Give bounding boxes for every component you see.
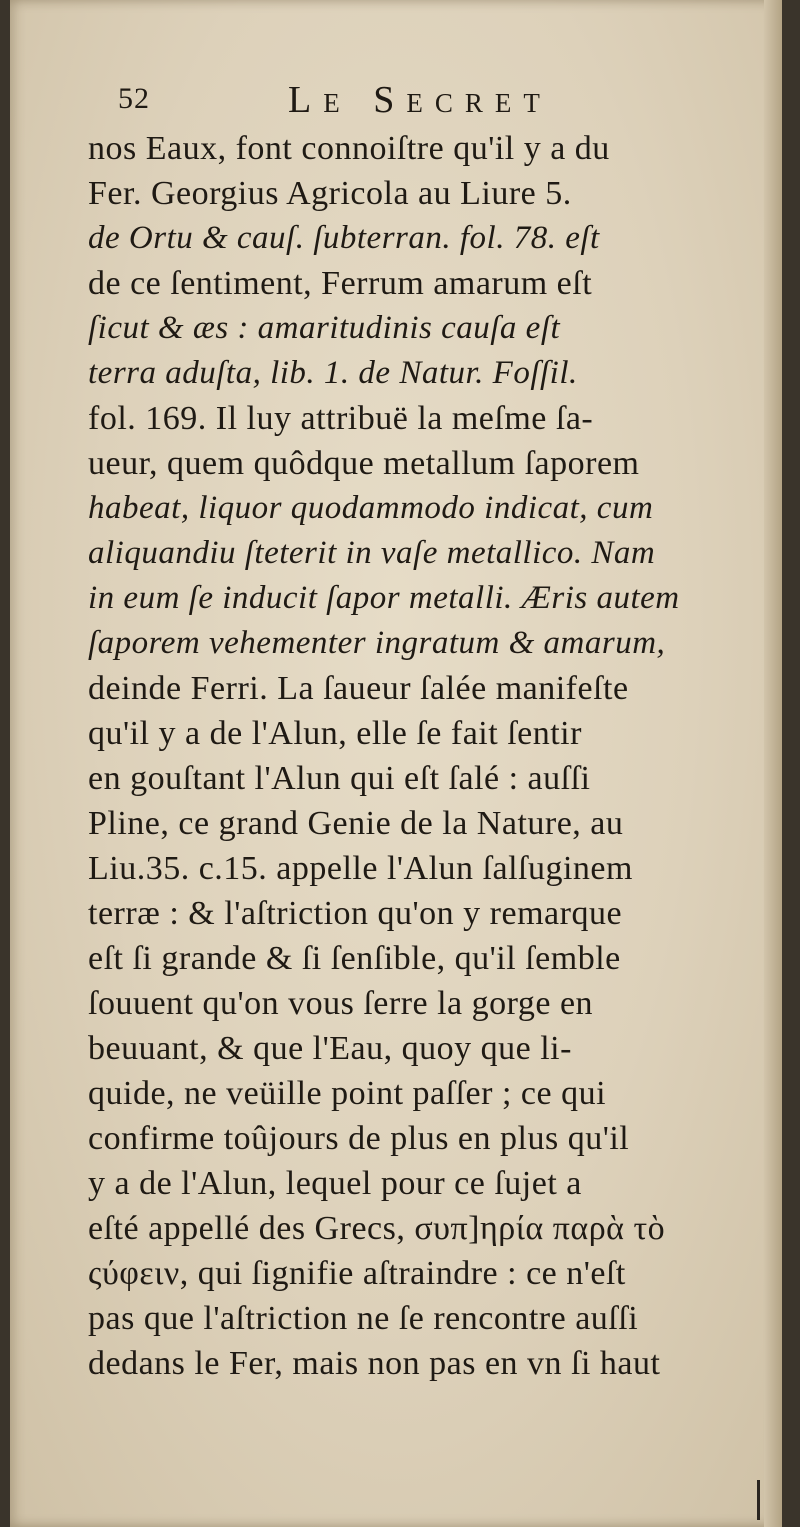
text-line: terra aduſta, lib. 1. de Natur. Foſſil. [88,355,578,391]
text-line: eſt ſi grande & ſi ſenſible, qu'il ſemble [88,940,621,977]
text-line: dedans le Fer, mais non pas en vn ſi haut [88,1345,661,1382]
text-line: in eum ſe inducit ſapor metalli. Æris autem [88,580,680,616]
text-line: ſaporem vehementer ingratum & amarum, [88,625,666,661]
text-line: ueur, quem quôdque metallum ſaporem [88,445,640,482]
text-line: ςύφειν, qui ſignifie aſtraindre : ce n'eſt [88,1255,626,1292]
text-line: habeat, liquor quodammodo indicat, cum [88,490,654,526]
text-line: fol. 169. Il luy attribuë la meſme ſa- [88,400,594,437]
text-line: pas que l'aſtriction ne ſe rencontre auſſi [88,1300,639,1337]
text-line: nos Eaux, font connoiſtre qu'il y a du [88,130,610,167]
text-line: Fer. Georgius Agricola au Liure 5. [88,175,572,212]
text-line: confirme toûjours de plus en plus qu'il [88,1120,630,1157]
text-line: Pline, ce grand Genie de la Nature, au [88,805,624,842]
text-line: aliquandiu ſteterit in vaſe metallico. Nam [88,535,656,571]
text-line: terræ : & l'aſtriction qu'on y remarque [88,895,623,932]
text-line: de ce ſentiment, Ferrum amarum eſt [88,265,593,302]
text-line: deinde Ferri. La ſaueur ſalée manifeſte [88,670,629,707]
text-line: qu'il y a de l'Alun, elle ſe fait ſentir [88,715,582,752]
running-title: Le Secret [288,79,552,121]
page-header [88,78,768,126]
text-line: en gouſtant l'Alun qui eſt ſalé : auſſi [88,760,591,797]
text-line: eſté appellé des Grecs, συπ]ηρία παρὰ τὸ [88,1210,666,1247]
text-line: Liu.35. c.15. appelle l'Alun ſalſuginem [88,850,633,887]
text-line: y a de l'Alun, lequel pour ce ſujet a [88,1165,582,1202]
text-line: ſicut & æs : amaritudinis cauſa eſt [88,310,561,346]
text-line: beuuant, & que l'Eau, quoy que li- [88,1030,572,1067]
page-fold-mark [757,1480,760,1520]
text-line: quide, ne veüille point paſſer ; ce qui [88,1075,607,1112]
book-page [10,0,782,1527]
page-text [88,78,768,1386]
page-number: 52 [118,82,150,115]
text-line: de Ortu & cauſ. ſubterran. fol. 78. eſt [88,220,600,256]
text-line: ſouuent qu'on vous ſerre la gorge en [88,985,594,1022]
